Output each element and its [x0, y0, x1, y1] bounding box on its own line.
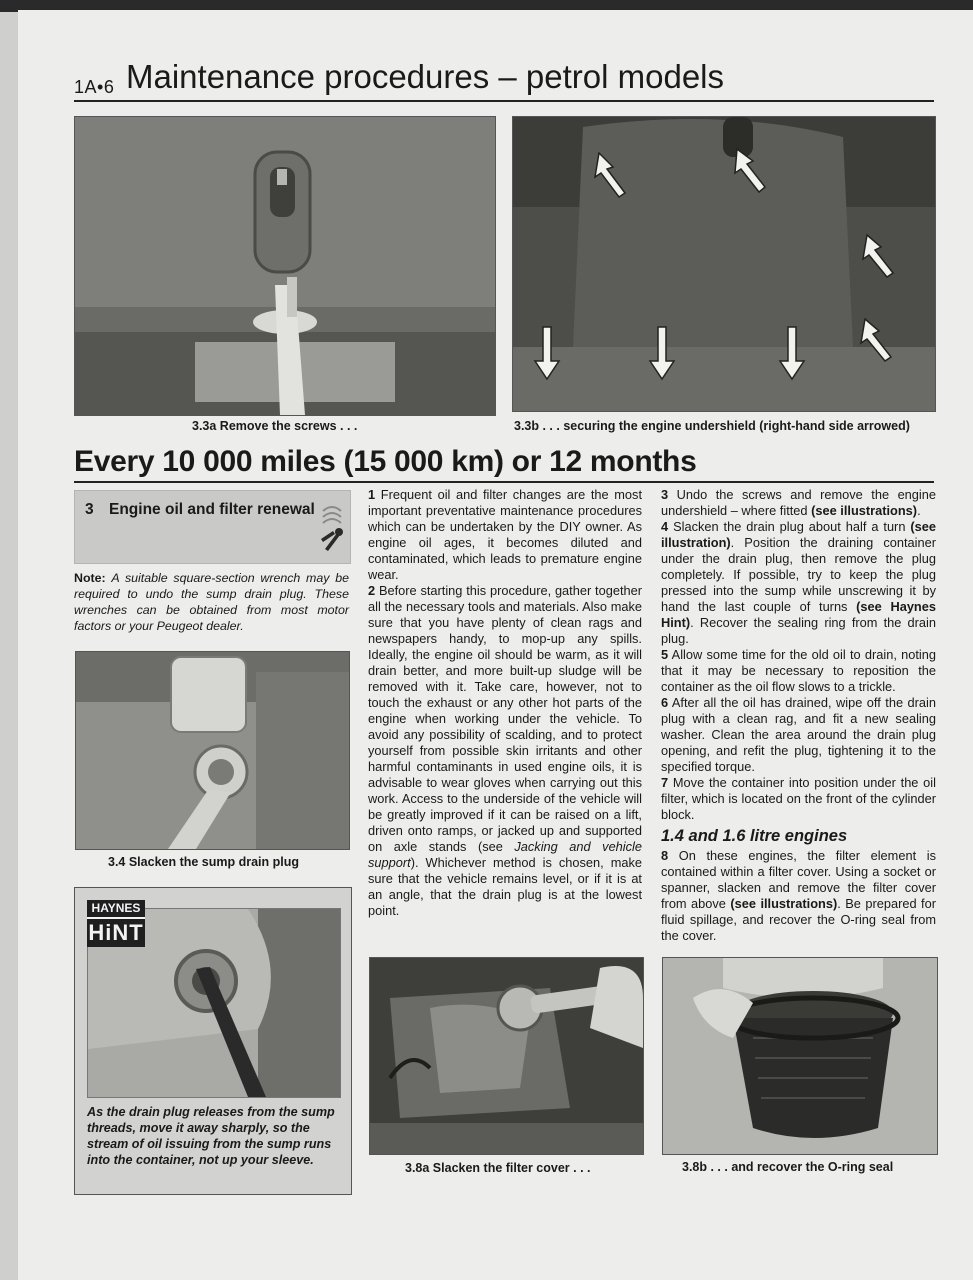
text-column-3 [661, 487, 936, 944]
photo-3-8a [369, 957, 644, 1155]
spanner-icon [321, 528, 343, 551]
task-heading-box [74, 490, 351, 564]
difficulty-level-icon [323, 507, 341, 523]
caption-3-8b: 3.8b . . . and recover the O-ring seal [682, 1160, 894, 1174]
paragraph-text: Move the container into position under the oil filter, which is located on the front of the cylinder block. [661, 775, 936, 822]
hint-badge-top: HAYNES [87, 900, 145, 917]
paragraph-5 [661, 647, 936, 695]
paragraph-6 [661, 695, 936, 775]
photo-3-4 [75, 651, 350, 850]
photo-3-8b [662, 957, 938, 1155]
paragraph-text: Undo the screws and remove the engine undershield – where fitted [661, 487, 936, 518]
paragraph-number: 8 [661, 848, 669, 863]
caption-3-4: 3.4 Slacken the sump drain plug [108, 855, 300, 869]
paragraph-text: Before starting this procedure, gather together all the necessary tools and materials. Also make sure that you have plenty of clean rags and newspapers handy, to mop-up any spills. Ideally, the engine oil should be warm, as it will drain better, and more built-up sludge will be removed with it. Take care, however, not to touch the exhaust or any other hot parts of the engine when working under the vehicle. To avoid any possibility of scalding, and to protect yourself from possible skin irritants and other harmful contaminants in used engine oils, it is advisable to wear gloves when carrying out this work. Access to the underside of the vehicle will be greatly improved if it can be raised on a lift, driven onto ramps, or jacked up and supported on axle stands (see [368, 583, 642, 854]
paragraph-2 [368, 583, 642, 919]
section-heading: Every 10 000 miles (15 000 km) or 12 months [74, 445, 934, 483]
paragraph-number: 2 [368, 583, 376, 598]
paragraph-number: 4 [661, 519, 669, 534]
paragraph-number: 5 [661, 647, 669, 662]
task-icons [319, 499, 345, 560]
paragraph-text: ). Whichever method is chosen, make sure that the vehicle remains level, or if it is at an angle, that the drain plug is at the lowest point. [368, 855, 642, 918]
paragraph-text: On these engines, the filter element is contained within a filter cover. Using a socket or spanner, slacken and remove the filter cover from above [661, 848, 936, 911]
task-number: 3 [85, 501, 94, 518]
paragraph-text: After all the oil has drained, wipe off the drain plug with a clean rag, and fit a new sealing washer. Clean the area around the drain plug opening, and refit the plug, tightening it to the specified torque. [661, 695, 936, 774]
caption-3-3b: 3.3b . . . securing the engine undershield (right-hand side arrowed) [514, 419, 910, 433]
note-text: A suitable square-section wrench may be required to undo the sump drain plug. These wrenches can be obtained from most motor factors or your Peugeot dealer. [74, 571, 349, 633]
photo-3-3b [512, 116, 936, 412]
page-header [74, 58, 934, 102]
paragraph-text: Frequent oil and filter changes are the most important preventative maintenance procedures which can be undertaken by the DIY owner. As engine oil ages, it becomes diluted and contaminated, which leads to premature engine wear. [368, 487, 642, 582]
photo-3-3a [74, 116, 496, 416]
subheading: 1.4 and 1.6 litre engines [661, 827, 848, 845]
page-title: Maintenance procedures – petrol models [126, 58, 725, 95]
haynes-hint-box [74, 887, 352, 1195]
paragraph-text: Allow some time for the old oil to drain, noting that it may be necessary to reposition the container as the oil flow slows to a trickle. [661, 647, 936, 694]
paragraph-text: . Position the draining container under the drain plug, then remove the plug completely. If possible, try to keep the plug pressed into the sump while unscrewing it by hand the last couple of turns [661, 535, 936, 614]
illustration-reference: (see illustration) [661, 519, 937, 550]
paragraph-text: . Recover the sealing ring from the drain plug. [661, 615, 936, 646]
paragraph-text: . [917, 503, 921, 518]
paragraph-1 [368, 487, 642, 583]
paragraph-number: 1 [368, 487, 376, 502]
paragraph-number: 3 [661, 487, 669, 502]
text-column-2 [368, 487, 642, 919]
paragraph-3 [661, 487, 936, 519]
haynes-hint-badge [87, 900, 145, 946]
paragraph-7 [661, 775, 936, 823]
hint-reference: (see Haynes Hint) [661, 599, 936, 630]
paragraph-number: 6 [661, 695, 669, 710]
illustration-reference: (see illustrations) [730, 896, 838, 911]
hint-badge-bottom: HiNT [87, 917, 145, 947]
note-label: Note: [74, 571, 106, 585]
paragraph-4 [661, 519, 936, 647]
paragraph-number: 7 [661, 775, 669, 790]
hint-text: As the drain plug releases from the sump threads, move it away sharply, so the stream of oil issuing from the sump runs into the container, not up your sleeve. [87, 1105, 335, 1167]
paragraph-text: Slacken the drain plug about half a turn [673, 519, 911, 534]
page-number: 1A•6 [74, 77, 115, 97]
task-title: Engine oil and filter renewal [109, 501, 315, 518]
caption-3-3a: 3.3a Remove the screws . . . [192, 419, 358, 433]
illustration-reference: (see illustrations) [811, 503, 918, 518]
paragraph-text: . Be prepared for fluid spillage, and recover the O-ring seal from the cover. [661, 896, 936, 943]
caption-3-8a: 3.8a Slacken the filter cover . . . [405, 1161, 591, 1175]
paragraph-8 [661, 848, 936, 944]
cross-reference: Jacking and vehicle support [368, 839, 643, 870]
note-paragraph [74, 570, 349, 634]
